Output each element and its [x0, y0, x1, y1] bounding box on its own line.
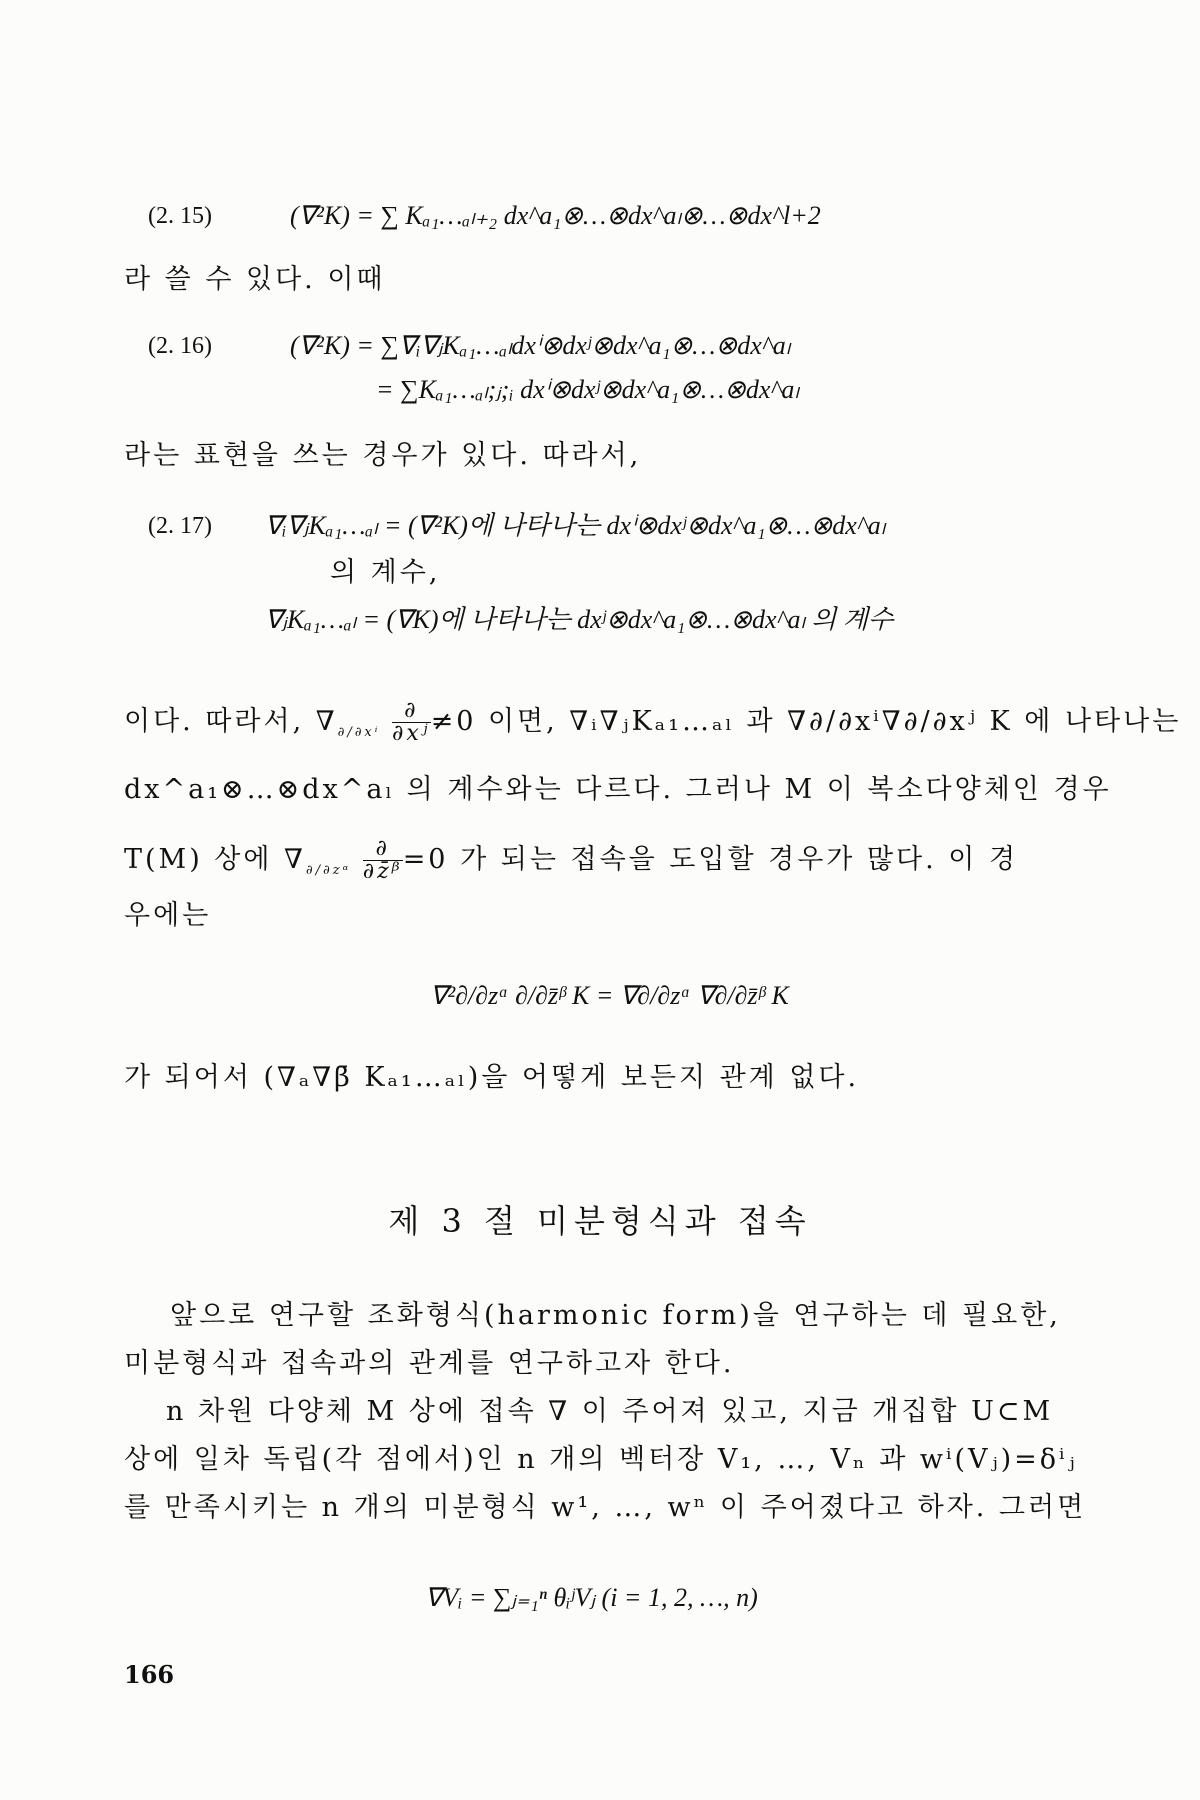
- equation-2-17-line-3: ∇ⱼKₐ₁…ₐₗ = (∇K)에 나타나는 dxʲ⊗dx^a₁⊗…⊗dx^aₗ 의 계수: [265, 605, 894, 634]
- fraction-denominator: ∂xʲ: [391, 721, 431, 746]
- paragraph-text: =0 가 되는 접속을 도입할 경우가 많다. 이 경: [402, 844, 1019, 875]
- fraction: [363, 838, 403, 883]
- equation-2-15: (∇²K) = ∑ Kₐ₁…ₐₗ₊₂ dx^a₁⊗…⊗dx^aₗ⊗…⊗dx^l+2: [290, 201, 821, 230]
- text-line: 라는 표현을 쓰는 경우가 있다. 따라서,: [124, 440, 642, 471]
- paragraph-line: [124, 700, 1181, 751]
- text-line: 가 되어서 (∇ₐ∇β̄ Kₐ₁…ₐₗ)을 어떻게 보든지 관계 없다.: [124, 1062, 860, 1093]
- paragraph-line: 미분형식과 접속과의 관계를 연구하고자 한다.: [124, 1348, 735, 1379]
- final-equation: ∇Vᵢ = ∑ⱼ₌₁ⁿ θᵢʲVⱼ (i = 1, 2, …, n): [425, 1583, 758, 1612]
- equation-number-2-16: (2. 16): [148, 333, 212, 359]
- paragraph-line: [124, 838, 1018, 889]
- fraction-denominator: ∂z̄ᵝ: [362, 859, 403, 884]
- paragraph-text: ≠0 이면, ∇ᵢ∇ⱼKₐ₁…ₐₗ 과 ∇∂/∂xⁱ∇∂/∂xʲ K 에 나타나는: [430, 706, 1182, 737]
- paragraph-line: dx^a₁⊗…⊗dx^aₗ 의 계수와는 다르다. 그러나 M 이 복소다양체인 경우: [124, 774, 1112, 805]
- fraction: [392, 700, 431, 745]
- text-line: 라 쓸 수 있다. 이때: [124, 264, 386, 295]
- display-equation: ∇²∂/∂zᵅ ∂/∂z̄ᵝ K = ∇∂/∂zᵅ ∇∂/∂z̄ᵝ K: [430, 981, 789, 1010]
- equation-2-17-line-1: ∇ᵢ∇ⱼKₐ₁…ₐₗ = (∇²K)에 나타나는 dxⁱ⊗dxʲ⊗dx^a₁⊗…⊗dx^aₗ: [265, 511, 886, 540]
- paragraph-line: 를 만족시키는 n 개의 미분형식 w¹, …, wⁿ 이 주어졌다고 하자. 그러면: [124, 1492, 1087, 1523]
- equation-2-16-line-2: = ∑Kₐ₁…ₐₗ;ⱼ;ᵢ dxⁱ⊗dxʲ⊗dx^a₁⊗…⊗dx^aₗ: [376, 375, 799, 404]
- fraction-numerator: ∂: [363, 838, 403, 861]
- paragraph-line: 앞으로 연구할 조화형식(harmonic form)을 연구하는 데 필요한,: [170, 1300, 1061, 1331]
- equation-2-17-line-2: 의 계수,: [330, 557, 441, 588]
- paragraph-line: n 차원 다양체 M 상에 접속 ∇ 이 주어져 있고, 지금 개집합 U⊂M: [166, 1396, 1054, 1427]
- page-number: 166: [124, 1660, 175, 1689]
- section-heading: 제 3 절 미분형식과 접속: [388, 1202, 812, 1240]
- paragraph-text: T(M) 상에 ∇: [124, 844, 306, 875]
- paragraph-text: 이다. 따라서, ∇: [124, 706, 338, 737]
- paragraph-line: 우에는: [124, 900, 212, 931]
- equation-number-2-17: (2. 17): [148, 513, 212, 539]
- subscript: ∂/∂zᵅ: [305, 863, 352, 878]
- paragraph-line: 상에 일차 독립(각 점에서)인 n 개의 벡터장 V₁, …, Vₙ 과 wⁱ(Vⱼ)=δⁱⱼ: [124, 1444, 1078, 1475]
- fraction-numerator: ∂: [392, 700, 431, 723]
- equation-number-2-15: (2. 15): [148, 203, 212, 229]
- subscript: ∂/∂xⁱ: [337, 725, 381, 740]
- equation-2-16-line-1: (∇²K) = ∑∇ᵢ∇ⱼKₐ₁…ₐₗdxⁱ⊗dxʲ⊗dx^a₁⊗…⊗dx^aₗ: [290, 331, 791, 360]
